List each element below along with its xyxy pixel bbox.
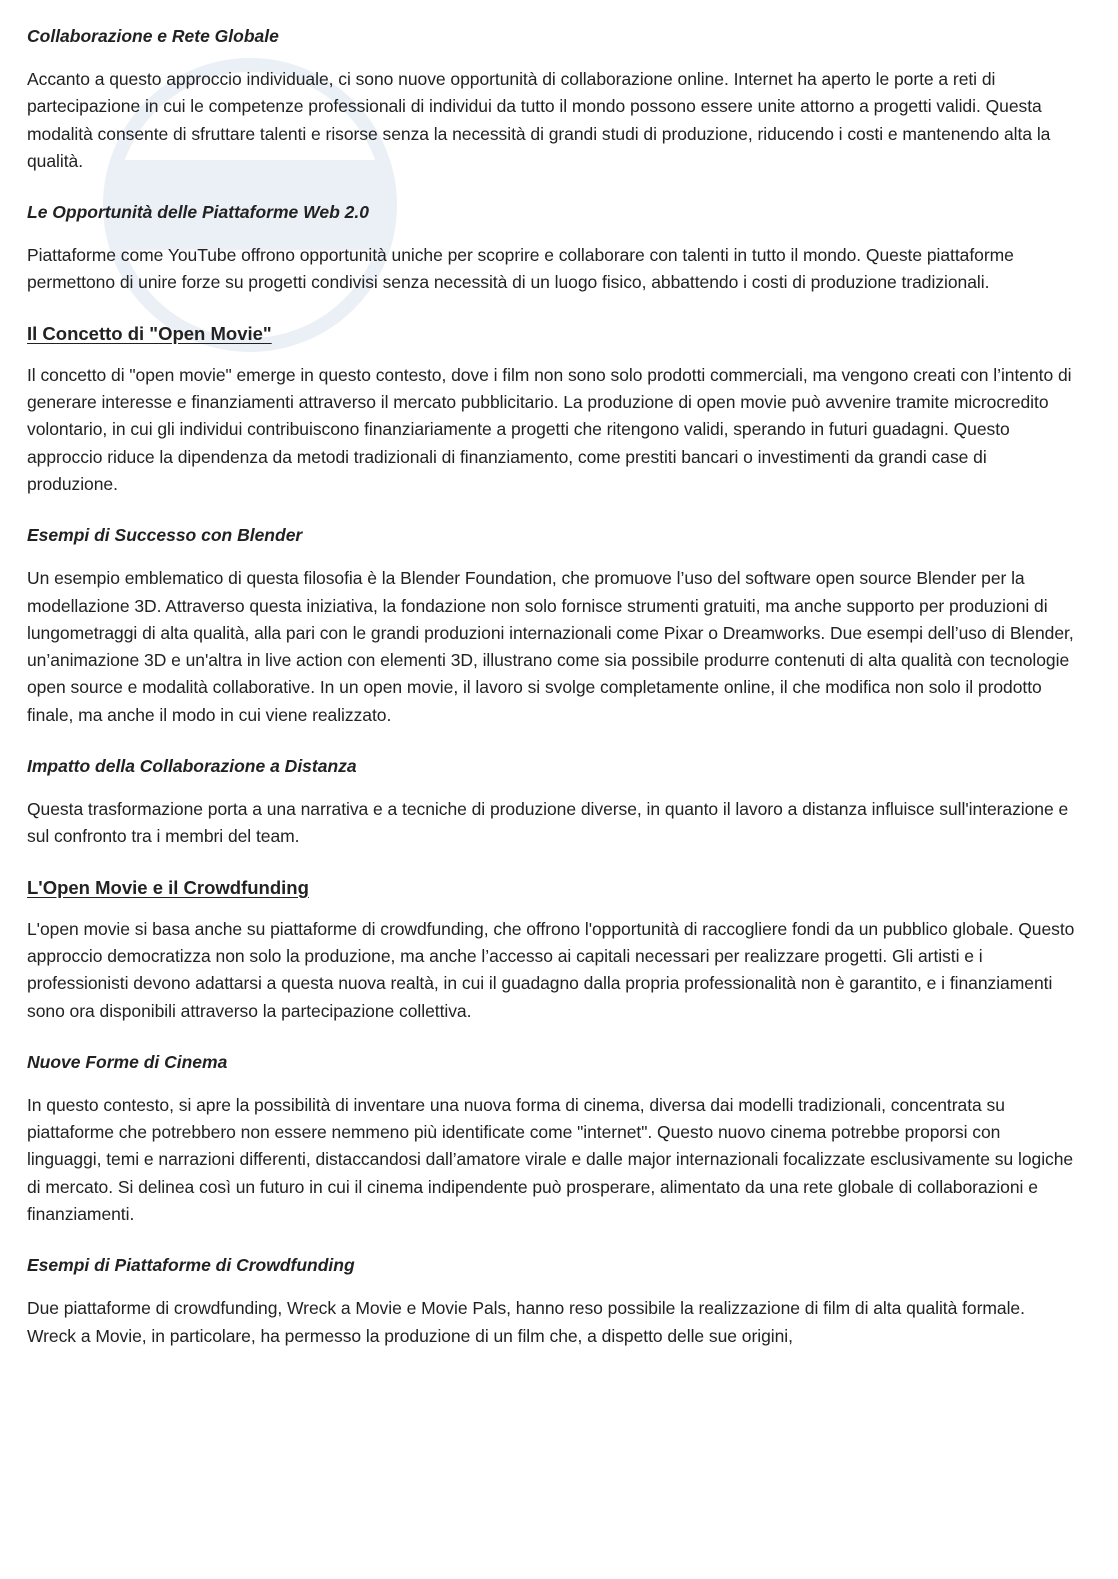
section-1	[27, 200, 1078, 297]
section-0	[27, 24, 1078, 175]
sub-heading: Le Opportunità delle Piattaforme Web 2.0	[27, 202, 369, 223]
paragraph: Accanto a questo approccio individuale, ci sono nuove opportunità di collaborazione online. Internet ha aperto le porte a reti di partecipazione in cui le competenze professionali di individui da tutto il mondo possono essere unite attorno a progetti validi. Questa modalità consente di sfruttare talenti e risorse senza la necessità di grandi studi di produzione, riducendo i costi e mantenendo alta la qualità.	[27, 69, 1051, 171]
section-7	[27, 1253, 1078, 1350]
sub-heading: Esempi di Piattaforme di Crowdfunding	[27, 1255, 355, 1276]
paragraph: Due piattaforme di crowdfunding, Wreck a Movie e Movie Pals, hanno reso possibile la realizzazione di film di alta qualità formale. Wreck a Movie, in particolare, ha permesso la produzione di un film che, a dispetto delle sue origini,	[27, 1298, 1025, 1346]
sub-heading: Esempi di Successo con Blender	[27, 525, 303, 546]
paragraph: Piattaforme come YouTube offrono opportunità uniche per scoprire e collaborare con talenti in tutto il mondo. Queste piattaforme permettono di unire forze su progetti condivisi senza necessità di un luogo fisico, abbattendo i costi di produzione tradizionali.	[27, 245, 1014, 293]
section-5	[27, 876, 1078, 1025]
sub-heading: Collaborazione e Rete Globale	[27, 26, 279, 46]
paragraph: Il concetto di "open movie" emerge in questo contesto, dove i film non sono solo prodotti commerciali, ma vengono creati con l’intento di generare interesse e finanziamenti attraverso il mercato pubblicitario. La produzione di open movie può avvenire tramite microcredito volontario, in cui gli individui contribuiscono finanziariamente a progetti che ritengono validi, sperando in futuri guadagni. Questo approccio riduce la dipendenza da metodi tradizionali di finanziamento, come prestiti bancari o investimenti da grandi case di produzione.	[27, 364, 1072, 494]
sub-heading: Nuove Forme di Cinema	[27, 1051, 228, 1072]
section-heading: L'Open Movie e il Crowdfunding	[27, 876, 309, 898]
paragraph: L'open movie si basa anche su piattaforme di crowdfunding, che offrono l'opportunità di raccogliere fondi da un pubblico globale. Questo approccio democratizza non solo la produzione, ma anche l’accesso ai capitali necessari per realizzare progetti. Gli artisti e i professionisti devono adattarsi a questa nuova realtà, in cui il guadagno dalla propria professionalità non è garantito, e i finanziamenti sono ora disponibili attraverso la partecipazione collettiva.	[27, 918, 1075, 1021]
paragraph: In questo contesto, si apre la possibilità di inventare una nuova forma di cinema, diversa dai modelli tradizionali, concentrata su piattaforme che potrebbero non essere nemmeno più identificate come "internet". Questo nuovo cinema potrebbe proporsi con linguaggi, temi e narrazioni differenti, distaccandosi dall’amatore virale e dalle major internazionali focalizzate esclusivamente su logiche di mercato. Si delinea così un futuro in cui il cinema indipendente può prosperare, alimentato da una rete globale di collaborazioni e finanziamenti.	[27, 1094, 1074, 1225]
section-3	[27, 523, 1078, 729]
section-2	[27, 322, 1078, 498]
section-6	[27, 1050, 1078, 1228]
section-heading: Il Concetto di "Open Movie"	[27, 322, 272, 344]
section-4	[27, 754, 1078, 851]
sub-heading: Impatto della Collaborazione a Distanza	[27, 756, 357, 777]
paragraph: Questa trasformazione porta a una narrativa e a tecniche di produzione diverse, in quanto il lavoro a distanza influisce sull'interazione e sul confronto tra i membri del team.	[27, 799, 1069, 847]
paragraph: Un esempio emblematico di questa filosofia è la Blender Foundation, che promuove l’uso del software open source Blender per la modellazione 3D. Attraverso questa iniziativa, la fondazione non solo fornisce strumenti gratuiti, ma anche supporto per produzioni di lungometraggi di alta qualità, alla pari con le grandi produzioni internazionali come Pixar o Dreamworks. Due esempi dell’uso di Blender, un’animazione 3D e un'altra in live action con elementi 3D, illustrano come sia possibile produrre contenuti di alta qualità con tecnologie open source e modalità collaborative. In un open movie, il lavoro si svolge completamente online, il che modifica non solo il prodotto finale, ma anche il modo in cui viene realizzato.	[27, 568, 1074, 725]
